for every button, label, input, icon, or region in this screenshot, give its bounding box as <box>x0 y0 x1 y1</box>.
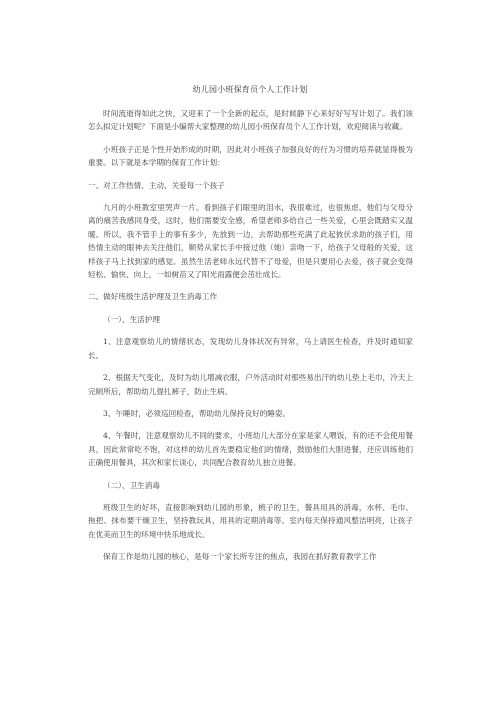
subsection-heading-1: （一）、生活护理 <box>103 314 160 324</box>
care-item-3: 3、午睡时，必须巡回检查，帮助幼儿保持良好的睡姿。 <box>103 408 291 418</box>
section-heading-1: 一、对工作热情、主动、关爱每一个孩子 <box>88 180 225 190</box>
section-heading-2: 二、做好班级生活护理及卫生消毒工作 <box>88 292 218 302</box>
intro-paragraph: 时间流逝得如此之快，又迎来了一个全新的起点，是时候静下心来好好写写计划了。我们该怎么拟定计划呢？下面是小编帮大家整理的幼儿园小班保育员个人工作计划，欢迎阅读与收藏。 <box>88 109 413 132</box>
section-1-paragraph: 九月的小班教室里哭声一片。看到孩子们眼里的泪水，我很难过，也很焦虑，他们与父母分离的痛苦我感同身受，这时，他们需要安全感，希望老师多给自己一些关爱，心里会既踏实又温暖。所以，我不管手上的事有多少，先放到一边，去帮助那些充满了此起彼伏求助的孩子们，用热情主动的眼神去关注他们，顺势从家长手中接过他（她）亲吻一下，给孩子父母般的关爱，这样孩子马上找到家的感觉。虽然生活老师永远代替不了母爱，但是只要用心去爱，孩子就会变得轻松、愉快、向上，一如树苗又了阳光雨露便会茁壮成长。 <box>88 203 413 280</box>
overview-paragraph: 小班孩子正是个性开始形成的时期，因此对小班孩子加强良好的行为习惯的培养就显得极为重要。以下就是本学期的保育工作计划： <box>88 144 413 168</box>
document-body <box>88 107 413 573</box>
document-title: 幼儿园小班保育员个人工作计划 <box>192 85 308 94</box>
care-item-1: 1、注意观察幼儿的情绪状态，发现幼儿身体状况有异常，马上请医生检查，并及时通知家长。 <box>88 337 413 360</box>
closing-paragraph: 保育工作是幼儿园的核心，是每一个家长所专注的焦点，我园在抓好教育教学工作 <box>103 552 377 562</box>
care-item-2: 2、根据天气变化，及时为幼儿增减衣服，户外活动时对那些易出汗的幼儿垫上毛巾，冷天上完厕所后，帮助幼儿提扎裤子，防止生病。 <box>88 373 413 396</box>
hygiene-paragraph: 班级卫生的好坏，直接影响到幼儿园的形象，梳子的卫生，餐具用具的消毒，水杯、毛巾、拖把、抹布要干燥卫生，坚持教玩具、用具的定期消毒等。室内每天保持通风整洁明亮，让孩子在优美而卫生的环境中快乐地成长。 <box>88 502 413 539</box>
care-item-4: 4、午餐时，注意观察幼儿不同的要求，小班幼儿大部分在家是家人喂饭，有的还不会使用餐具，因此常常吃不饱，对这样的幼儿首先要稳定他们的情绪，鼓励他们大胆进餐，还应训练他们正确使用餐具，其次和家长谈心，共同配合教育幼儿独立进餐。 <box>88 431 413 468</box>
subsection-heading-2: （二）、卫生消毒 <box>103 480 160 490</box>
